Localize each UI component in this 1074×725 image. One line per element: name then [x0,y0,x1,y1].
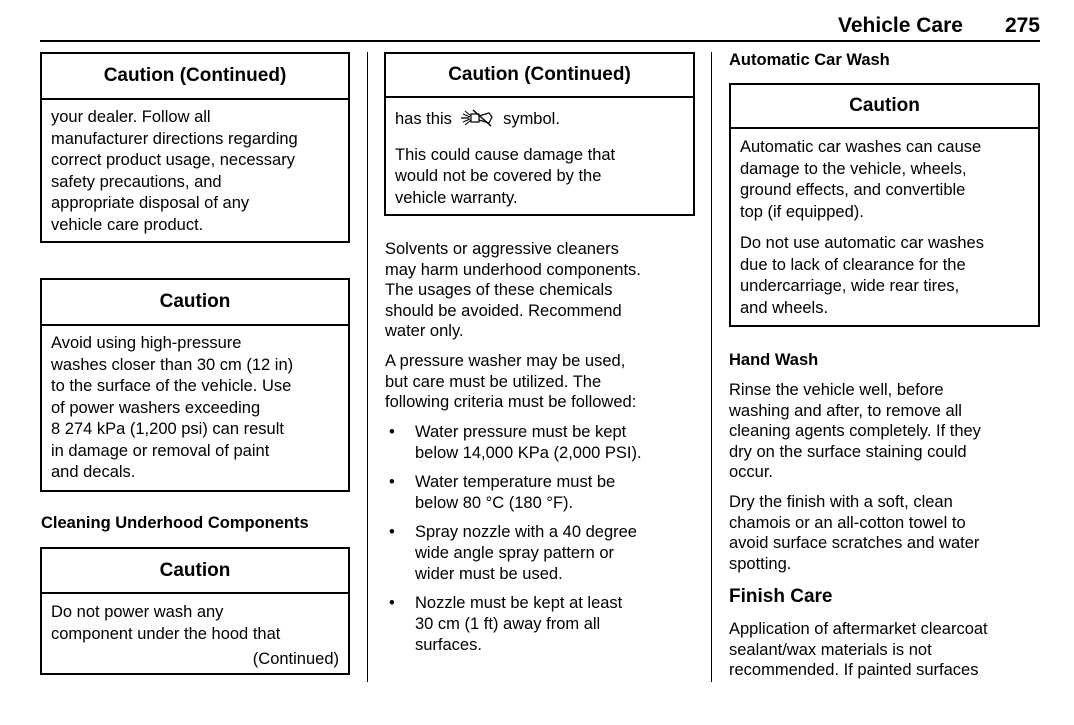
text-line: your dealer. Follow all [51,108,211,126]
text-fragment: symbol. [503,110,560,128]
section-heading: Cleaning Underhood Components [41,514,309,532]
text-line: following criteria must be followed: [385,393,637,411]
caution-box-car-wash [729,83,1040,327]
text-line: ground effects, and convertible [740,181,966,199]
text-line: Do not power wash any [51,603,224,621]
section-heading: Hand Wash [729,351,819,369]
text-line: in damage or removal of paint [51,441,270,460]
text-line: may harm underhood components. [385,260,641,279]
text-line: component under the hood that [51,624,281,643]
bullet-icon: • [389,473,395,491]
text-line: should be avoided. Recommend [385,301,622,320]
text-line: and decals. [51,463,136,481]
text-line: 30 cm (1 ft) away from all [415,615,601,633]
text-line: A pressure washer may be used, [385,352,626,370]
text-line: below 80 °C (180 °F). [415,494,574,512]
text-line: sealant/wax materials is not [729,640,932,659]
text-line: washes closer than 30 cm (12 in) [51,355,294,374]
text-line: Automatic car washes can cause [740,138,982,156]
text-line: appropriate disposal of any [51,194,250,212]
text-line: wider must be used. [415,565,563,583]
text-line: chamois or an all-cotton towel to [729,513,966,532]
text-line: water only. [385,322,464,340]
text-line: surfaces. [415,636,482,654]
text-line: manufacturer directions regarding [51,129,298,148]
caution-title: Caution (Continued) [42,54,348,100]
text-line: This could cause damage that [395,145,616,164]
text-line: vehicle warranty. [395,188,518,207]
bullet-icon: • [389,523,395,541]
text-line: top (if equipped). [740,202,864,221]
text-line: Avoid using high-pressure [51,334,242,352]
text-line: wide angle spray pattern or [415,544,615,562]
bullet-icon: • [389,594,395,612]
text-line: to the surface of the vehicle. Use [51,377,292,395]
text-line: Water temperature must be [415,473,616,491]
text-line: dry on the surface staining could [729,442,967,461]
text-line: would not be covered by the [395,167,602,185]
paragraph-dry [729,492,979,574]
text-line: Solvents or aggressive cleaners [385,240,619,258]
text-line: Spray nozzle with a 40 degree [415,523,637,541]
text-line: avoid surface scratches and water [729,534,980,552]
text-line: 8 274 kPa (1,200 psi) can result [51,420,284,438]
text-line: Nozzle must be kept at least [415,594,623,612]
page-number: 275 [1004,14,1040,37]
bullet-icon: • [389,423,395,441]
text-line: safety precautions, and [51,172,222,191]
paragraph-rinse [729,380,981,483]
caution-title: Caution [42,549,348,594]
text-line: damage to the vehicle, wheels, [740,159,967,178]
text-line: but care must be utilized. The [385,372,602,391]
caution-body [731,129,1038,325]
continued-label: (Continued) [252,650,339,668]
text-line: undercarriage, wide rear tires, [740,277,960,295]
text-line: occur. [729,463,774,481]
text-line: due to lack of clearance for the [740,255,966,274]
text-line: Rinse the vehicle well, before [729,381,944,399]
subsection-heading: Finish Care [729,586,833,607]
text-fragment: has this [395,110,452,128]
text-line: washing and after, to remove all [729,401,962,420]
paragraph-clearcoat [729,619,988,681]
text-line: recommended. If painted surfaces [729,661,979,679]
text-line: and wheels. [740,298,829,317]
text-line: cleaning agents completely. If they [729,422,981,440]
text-line: correct product usage, necessary [51,151,295,169]
section-heading: Automatic Car Wash [729,51,890,69]
text-line: Application of aftermarket clearcoat [729,620,988,638]
section-title: Vehicle Care [838,14,963,37]
text-line: Dry the finish with a soft, clean [729,493,953,511]
text-line: spotting. [729,554,792,573]
text-line: below 14,000 KPa (2,000 PSI). [415,444,642,462]
caution-title: Caution (Continued) [386,54,693,98]
caution-title: Caution [42,280,348,326]
text-line: vehicle care product. [51,215,204,234]
text-line: of power washers exceeding [51,398,261,417]
text-line: The usages of these chemicals [385,281,613,299]
caution-title: Caution [731,85,1038,129]
text-line: Water pressure must be kept [415,423,627,441]
text-line: Do not use automatic car washes [740,234,984,252]
